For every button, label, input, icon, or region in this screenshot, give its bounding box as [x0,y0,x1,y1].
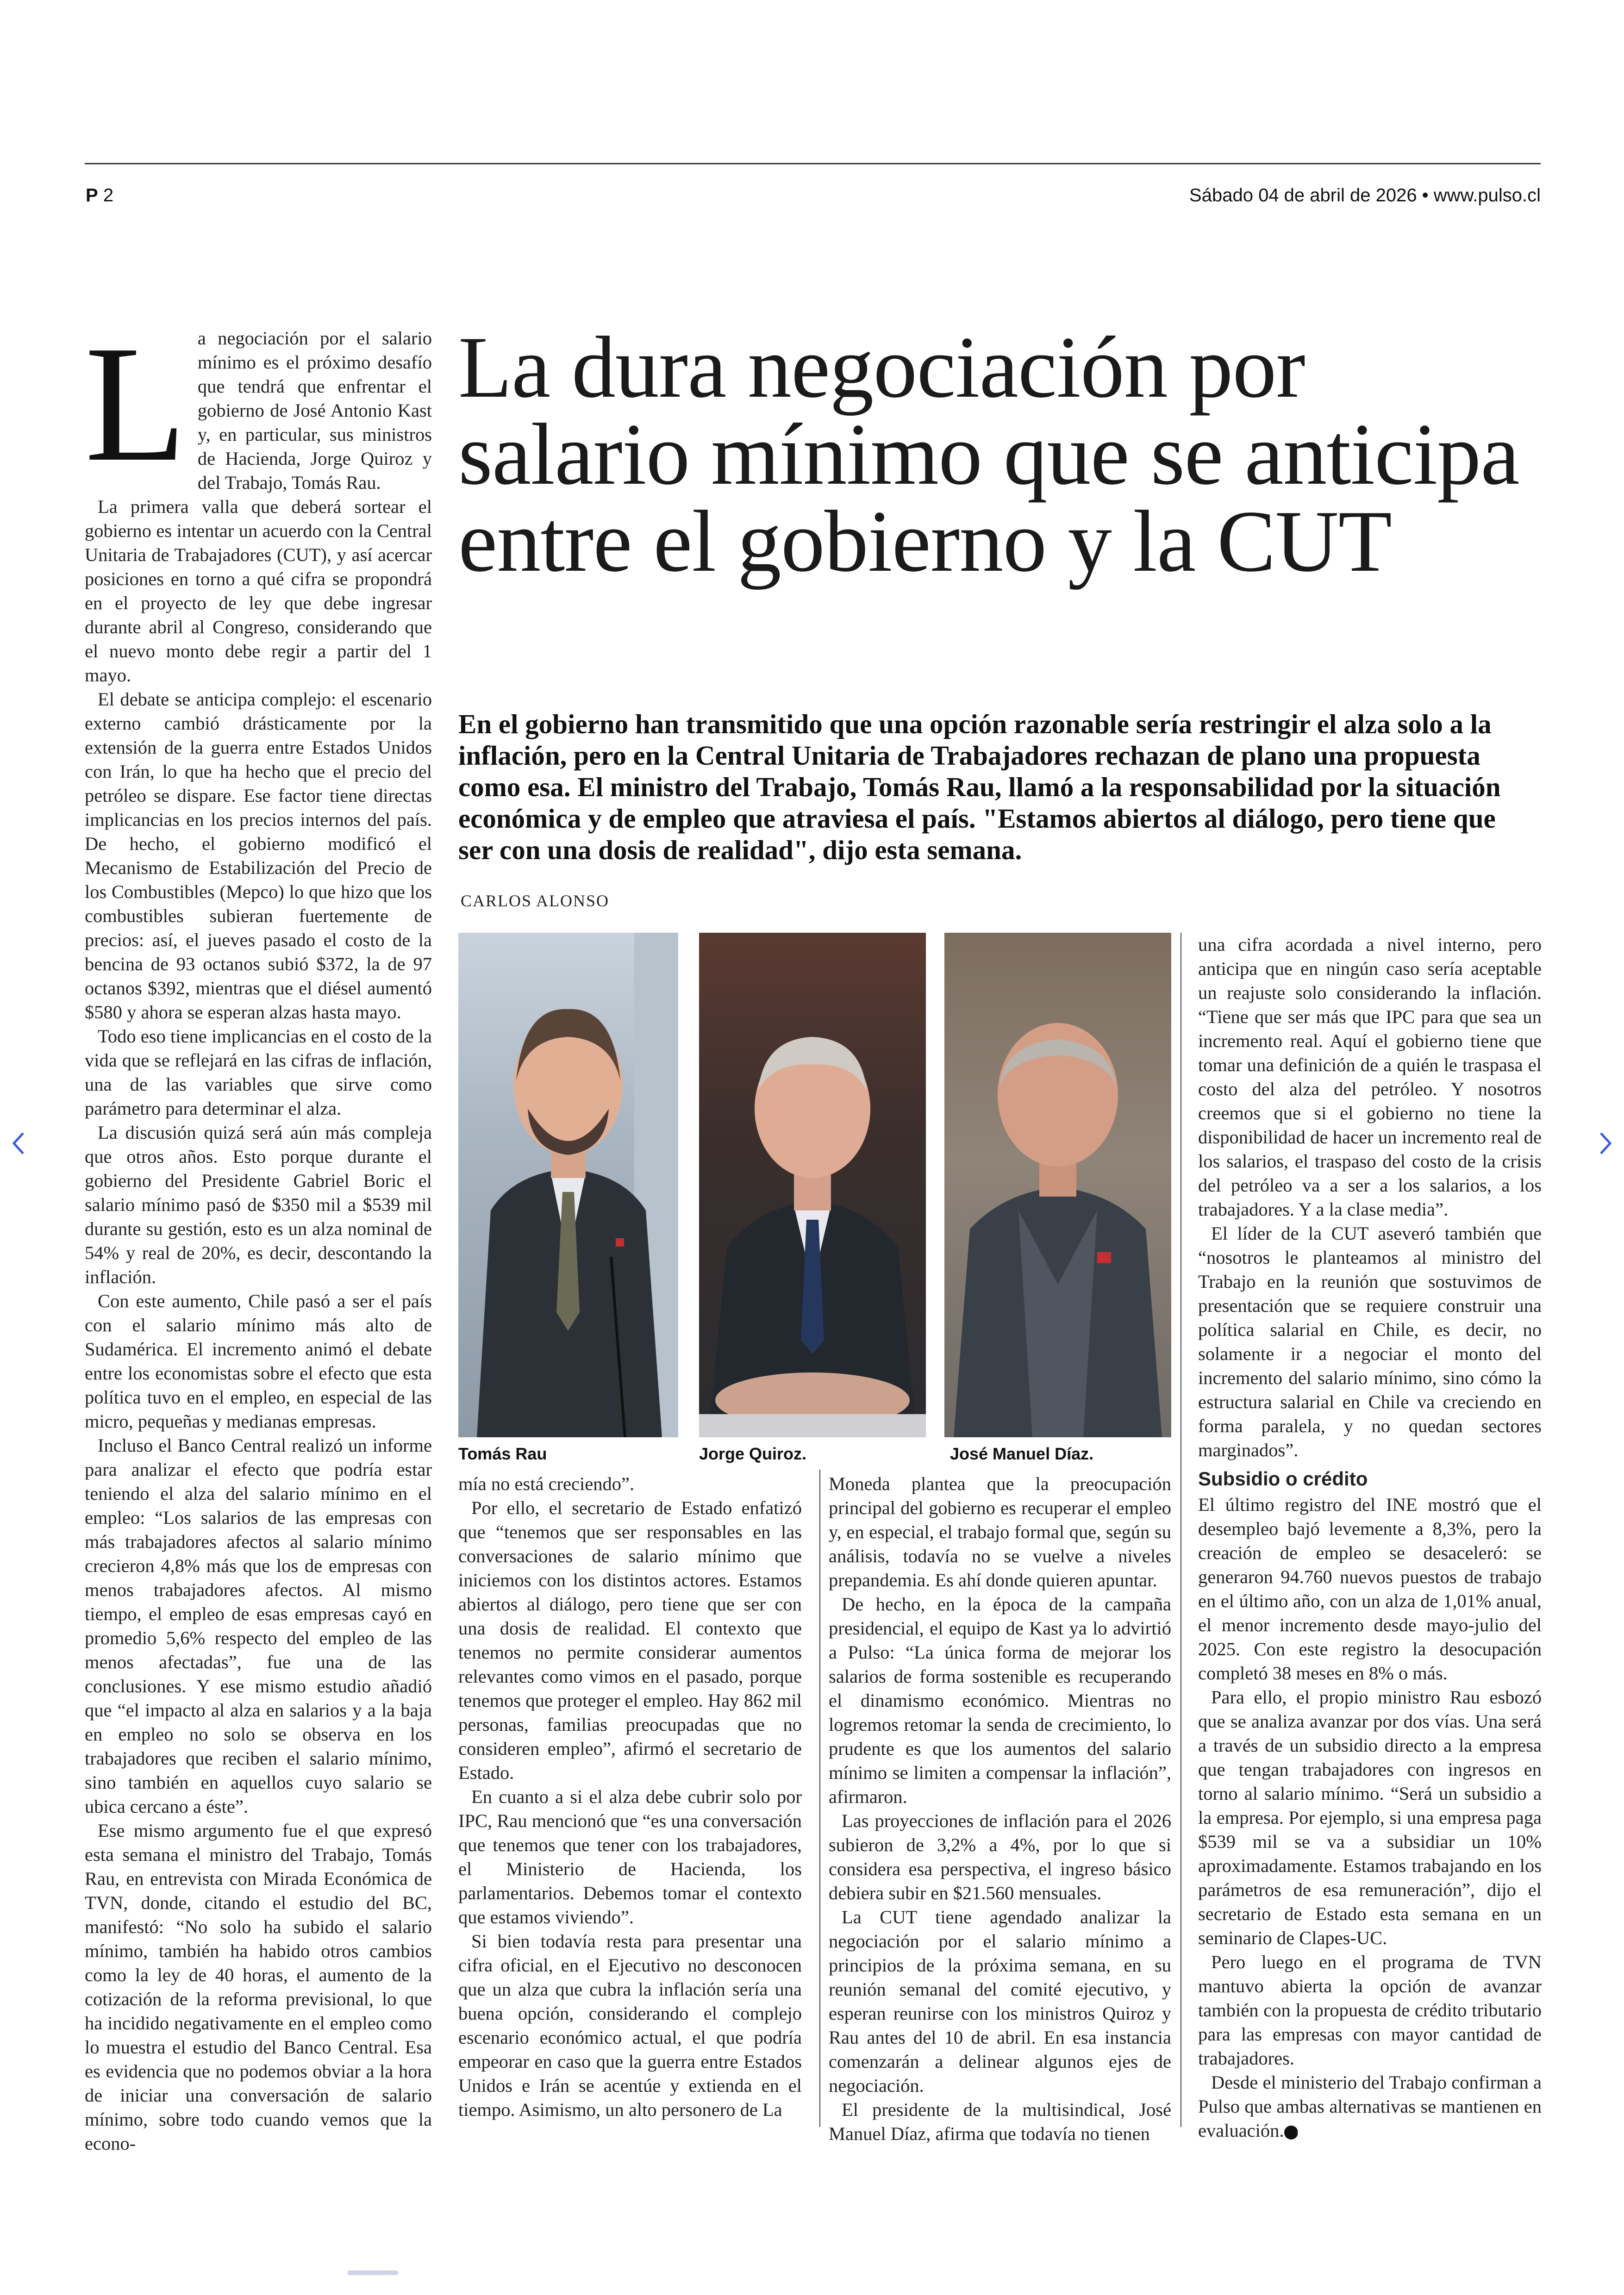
byline: CARLOS ALONSO [461,892,610,910]
column-rule [819,1470,820,2127]
paragraph: La primera valla que deberá sortear el gobierno es intentar un acuerdo con la Central Unitaria de Trabajadores (CUT), y así acercar posiciones en torno a qué cifra se propondrá en el proyecto de ley que debe ingresar durante abril al Congreso, considerando que el nuevo monto debe regir a partir del 1 mayo. [85,496,432,686]
previous-page-icon[interactable] [9,1129,28,1157]
paragraph: En cuanto a si el alza debe cubrir solo por IPC, Rau mencionó que “es una conversación que tenemos que tener con los trabajadores, el Ministerio de Hacienda, los parlamentarios. Debemos tomar el contexto que estamos viviendo”. [458,1786,802,1927]
paragraph: Para ello, el propio ministro Rau esbozó que se analiza avanzar por dos vías. Una será a través de un subsidio directo a la empresa que tengan trabajadores con ingresos en torno al salario mínimo. “Será un subsidio a la empresa. Por ejemplo, si una empresa paga $539 mil se va a subsidiar un 10% aproximadamente. Estamos trabajando en los parámetros de esa remuneración”, dijo el secretario de Estado esta semana en un seminario de Clapes-UC. [1198,1687,1542,1948]
photo-caption: José Manuel Díaz. [950,1444,1094,1463]
next-page-icon[interactable] [1596,1129,1615,1157]
paragraph: El líder de la CUT aseveró también que “nosotros le planteamos al ministro del Trabajo en la reunión que sostuvimos de presentación que se requiere construir una política salarial en Chile, es decir, no solamente ir a negociar el monto del incremento del salario mínimo, sino cómo la estructura salarial en Chile va creciendo en forma paralela, y no quedan sectores marginados”. [1198,1223,1542,1460]
paragraph: De hecho, en la época de la campaña presidencial, el equipo de Kast ya lo advirtió a Pulso: “La única forma de mejorar los salarios de forma sostenible es recuperando el dinamismo económico. Mientras no logremos retomar la senda de crecimiento, lo prudente es que los aumentos del salario mínimo se limiten a compensar la inflación”, afirmaron. [829,1594,1171,1807]
header-rule [85,163,1541,164]
photo-caption: Jorge Quiroz. [699,1444,807,1463]
article-column-2 [458,1472,802,2122]
paragraph: Desde el ministerio del Trabajo confirman a Pulso que ambas alternativas se mantienen en evaluación. [1198,2072,1542,2141]
deck: En el gobierno han transmitido que una opción razonable sería restringir el alza solo a la inflación, pero en la Central Unitaria de Trabajadores rechazan de plano una propuesta como esa. El ministro del Trabajo, Tomás Rau, llamó a la responsabilidad por la situación económica y de empleo que atraviesa el país. "Estamos abiertos al diálogo, pero tiene que ser con una dosis de realidad", dijo esta semana. [458,709,1501,865]
portrait-jorge-quiroz [699,933,926,1437]
drop-cap: L [85,311,187,496]
photo-jorge-quiroz [699,933,926,1437]
article-column-3 [829,1472,1171,2146]
paragraph: mía no está creciendo”. [458,1473,635,1494]
page-scroll-indicator[interactable] [347,2270,398,2275]
paragraph: una cifra acordada a nivel interno, pero anticipa que en ningún caso sería aceptable un reajuste solo considerando la inflación. “Tiene que ser más que IPC para que sea un incremento real. Aquí el gobierno tiene que tomar una definición de a quién le traspasa el costo del alza del petróleo. Y nosotros creemos que si el gobierno no tiene la disponibilidad de hacer un incremento real de los salarios, el traspaso del costo de la crisis del petróleo va a ser a los salarios, a los trabajadores. Y a la clase media”. [1198,934,1542,1220]
portrait-jose-manuel-diaz [944,933,1171,1437]
paragraph: Las proyecciones de inflación para el 2026 subieron de 3,2% a 4%, por lo que si considera esa perspectiva, el ingreso básico debiera subir en $21.560 mensuales. [829,1810,1171,1903]
paragraph: Todo eso tiene implicancias en el costo de la vida que se reflejará en las cifras de inflación, una de las variables que sirve como parámetro para determinar el alza. [85,1026,432,1119]
paragraph: Moneda plantea que la preocupación principal del gobierno es recuperar el empleo y, en especial, el trabajo formal que, según su análisis, todavía no se vuelve a niveles prepandemia. Es ahí donde quieren apuntar. [829,1473,1171,1590]
photo-caption: Tomás Rau [458,1444,547,1463]
paragraph: La discusión quizá será aún más compleja que otros años. Esto porque durante el gobierno del Presidente Gabriel Boric el salario mínimo pasó de $350 mil a $539 mil durante su gestión, esto es un alza nominal de 54% y real de 20%, es decir, descontando la inflación. [85,1122,432,1287]
end-mark-icon: P [1284,2126,1298,2139]
paragraph: El último registro del INE mostró que el desempleo bajó levemente a 8,3%, pero la creación de empleo se desaceleró: se generaron 94.760 nuevos puestos de trabajo en el último año, con un alza de 1,01% anual, el menor incremento desde mayo-julio del 2025. Con este registro la desocupación completó 38 meses en 8% o más. [1198,1494,1542,1684]
paragraph: Por ello, el secretario de Estado enfatizó que “tenemos que ser responsables en las conversaciones de salario mínimo que iniciemos con los distintos actores. Estamos abiertos al diálogo, pero tiene que ser con una dosis de realidad. El contexto que tenemos no permite considerar aumentos relevantes como vimos en el pasado, porque tenemos que proteger el empleo. Hay 862 mil personas, familias preocupadas que no consideren empleo”, afirmó el secretario de Estado. [458,1497,802,1783]
paragraph: Ese mismo argumento fue el que expresó esta semana el ministro del Trabajo, Tomás Rau, en entrevista con Mirada Económica de TVN, donde, citando el estudio del BC, manifestó: “No solo ha subido el salario mínimo, también ha habido otros cambios como la ley de 40 horas, el aumento de la cotización de la reforma previsional, lo que ha incidido negativamente en el empleo como lo muestra el estudio del Banco Central. Esa es evidencia que no podemos obviar a la hora de iniciar una conversación de salario mínimo, sobre todo cuando vemos que la econo- [85,1820,432,2154]
paragraph: La CUT tiene agendado analizar la negociación por el salario mínimo a principios de la próxima semana, en su reunión semanal del comité ejecutivo, y esperan reunirse con los ministros Quiroz y Rau antes del 10 de abril. En esa instancia comenzarán a delinear algunos ejes de negociación. [829,1907,1171,2096]
paragraph: a negociación por el salario mínimo es el próximo desafío que tendrá que enfrentar el gobierno de José Antonio Kast y, en particular, sus ministros de Hacienda, Jorge Quiroz y del Trabajo, Tomás Rau. [197,328,432,493]
photo-tomas-rau [458,933,678,1437]
headline: La dura negociación por salario mínimo que se anticipa entre el gobierno y la CUT [458,319,1519,590]
paragraph: Pero luego en el programa de TVN mantuvo abierta la opción de avanzar también con la propuesta de crédito tributario para las empresas con mayor cantidad de trabajadores. [1198,1952,1542,2069]
paragraph: El debate se anticipa complejo: el escenario externo cambió drásticamente por la extensión de la guerra entre Estados Unidos con Irán, lo que ha hecho que el precio del petróleo se dispare. Ese factor tiene directas implicancias en los precios internos del país. De hecho, el gobierno modificó el Mecanismo de Estabilización del Precio de los Combustibles (Mepco) lo que hizo que los combustibles subieran fuertemente de precios: así, el jueves pasado el costo de la bencina de 93 octanos subió $372, la de 97 octanos $392, mientras que el diésel aumentó $580 y ahora se esperan alzas hasta mayo. [85,689,432,1023]
page-number: P 2 [86,185,114,206]
article-column-4 [1198,933,1542,2143]
date-site: Sábado 04 de abril de 2026 • www.pulso.cl [1189,185,1541,206]
photo-jose-manuel-diaz [944,933,1171,1437]
paragraph: Con este aumento, Chile pasó a ser el país con el salario mínimo más alto de Sudamérica. El incremento animó el debate entre los economistas sobre el efecto que esta política tuvo en el empleo, en especial de las micro, pequeñas y medianas empresas. [85,1291,432,1432]
article-column-1 [85,311,432,2156]
paragraph: Si bien todavía resta para presentar una cifra oficial, en el Ejecutivo no desconocen que un alza que cubra la inflación sería una buena opción, considerando el complejo escenario económico actual, el que podría empeorar en caso que la guerra entre Estados Unidos e Irán se acentúe y extienda en el tiempo. Asimismo, un alto personero de La [458,1931,802,2120]
subheading: Subsidio o crédito [1198,1468,1368,1490]
paragraph: El presidente de la multisindical, José Manuel Díaz, afirma que todavía no tienen [829,2099,1171,2144]
portrait-tomas-rau [458,933,678,1437]
paragraph: Incluso el Banco Central realizó un informe para analizar el efecto que podría estar teniendo el alza del salario mínimo en el empleo: “Los salarios de las empresas con más trabajadores afectos al salario mínimo crecieron 4,8% más que los de empresas con menos trabajadores afectos. Al mismo tiempo, el empleo de esas empresas cayó en promedio 5,6% respecto del empleo de las menos afectadas”, fue una de las conclusiones. Y ese mismo estudio añadió que “el impacto al alza en salarios y a la baja en empleo no solo se observa en los trabajadores que reciben el salario mínimo, sino también en aquellos cuyo salario se ubica cercano a éste”. [85,1435,432,1817]
